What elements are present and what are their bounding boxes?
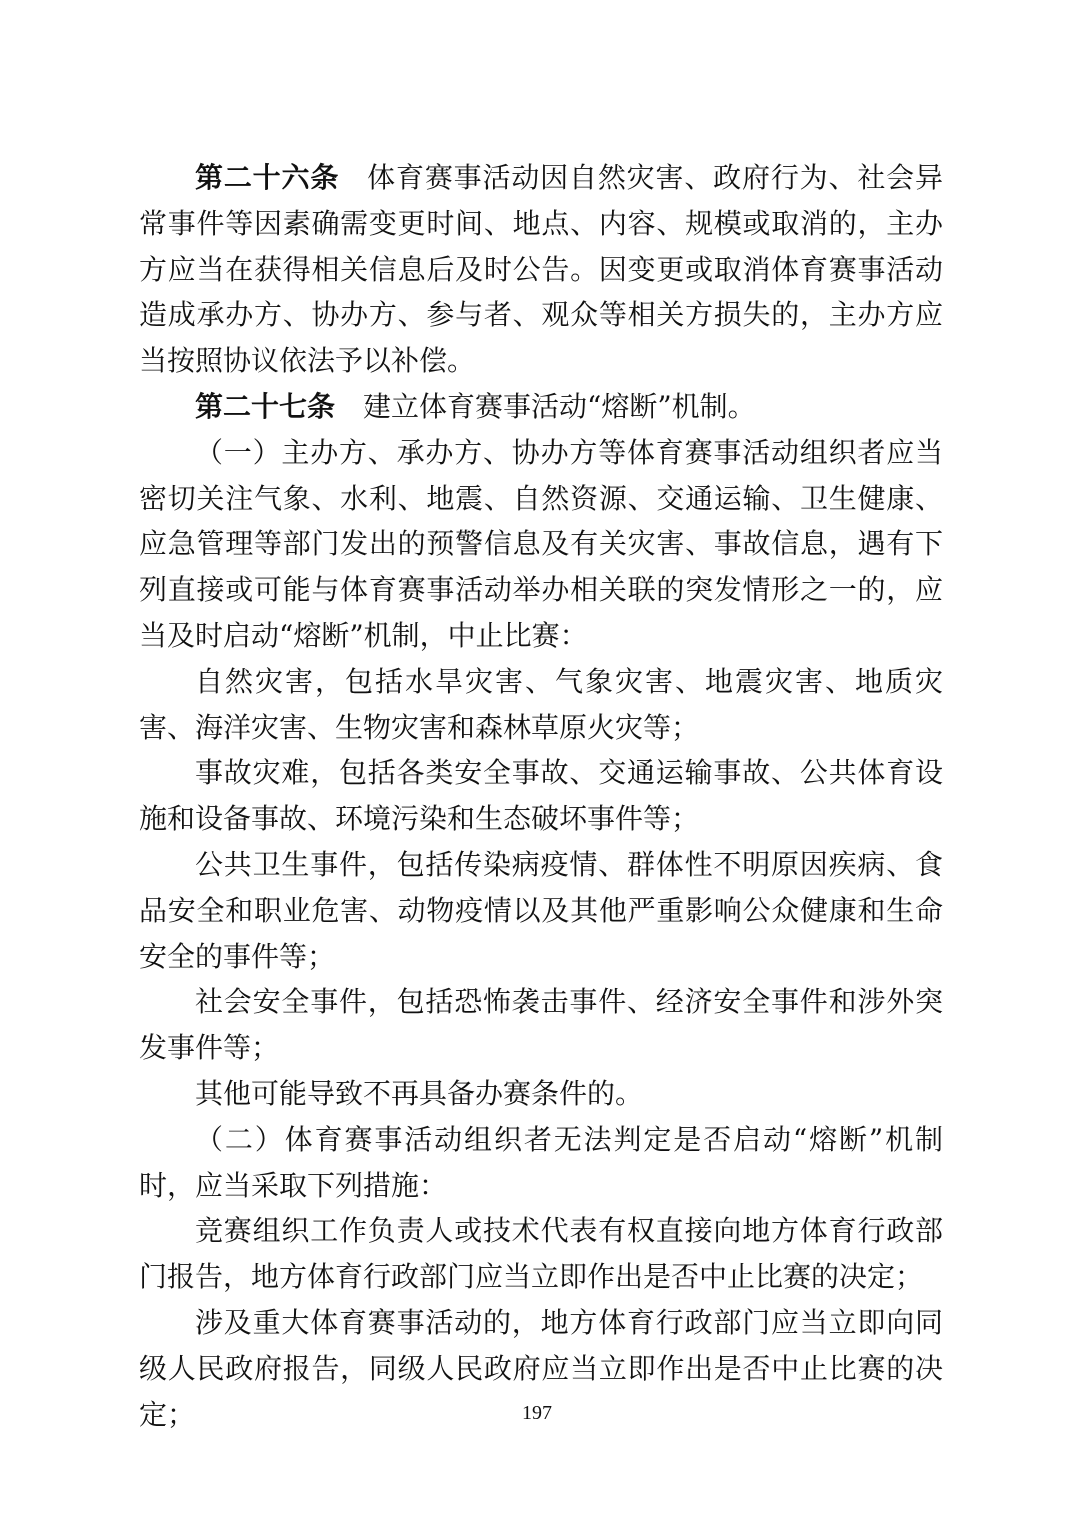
article-26 bbox=[139, 155, 943, 384]
paragraph: 竞赛组织工作负责人或技术代表有权直接向地方体育行政部门报告，地方体育行政部门应当立即作出是否中止比赛的决定； bbox=[139, 1214, 943, 1294]
article-text: 体育赛事活动因自然灾害、政府行为、社会异常事件等因素确需变更时间、地点、内容、规模或取消的，主办方应当在获得相关信息后及时公告。因变更或取消体育赛事活动造成承办方、协办方、参与者、观众等相关方损失的，主办方应当按照协议依法予以补偿。 bbox=[139, 161, 943, 378]
paragraph: 事故灾难，包括各类安全事故、交通运输事故、公共体育设施和设备事故、环境污染和生态破坏事件等； bbox=[139, 756, 943, 836]
paragraph: （一）主办方、承办方、协办方等体育赛事活动组织者应当密切关注气象、水利、地震、自然资源、交通运输、卫生健康、应急管理等部门发出的预警信息及有关灾害、事故信息，遇有下列直接或可能与体育赛事活动举办相关联的突发情形之一的，应当及时启动“熔断”机制，中止比赛： bbox=[139, 435, 943, 652]
article-text: 建立体育赛事活动“熔断”机制。 bbox=[363, 389, 756, 423]
article-heading: 第二十六条 bbox=[195, 161, 340, 194]
article-heading: 第二十七条 bbox=[195, 389, 336, 423]
document-body bbox=[139, 155, 943, 1437]
paragraph: 公共卫生事件，包括传染病疫情、群体性不明原因疾病、食品安全和职业危害、动物疫情以及其他严重影响公众健康和生命安全的事件等； bbox=[139, 847, 943, 973]
paragraph: 社会安全事件，包括恐怖袭击事件、经济安全事件和涉外突发事件等； bbox=[139, 985, 943, 1065]
paragraph: 自然灾害，包括水旱灾害、气象灾害、地震灾害、地质灾害、海洋灾害、生物灾害和森林草原火灾等； bbox=[139, 664, 943, 744]
page-number: 197 bbox=[522, 1402, 552, 1424]
paragraph: 其他可能导致不再具备办赛条件的。 bbox=[195, 1076, 644, 1110]
paragraph: 涉及重大体育赛事活动的，地方体育行政部门应当立即向同级人民政府报告，同级人民政府应当立即作出是否中止比赛的决定； bbox=[139, 1305, 943, 1431]
article-27 bbox=[139, 384, 943, 430]
paragraph: （二）体育赛事活动组织者无法判定是否启动“熔断”机制时，应当采取下列措施： bbox=[139, 1122, 943, 1202]
